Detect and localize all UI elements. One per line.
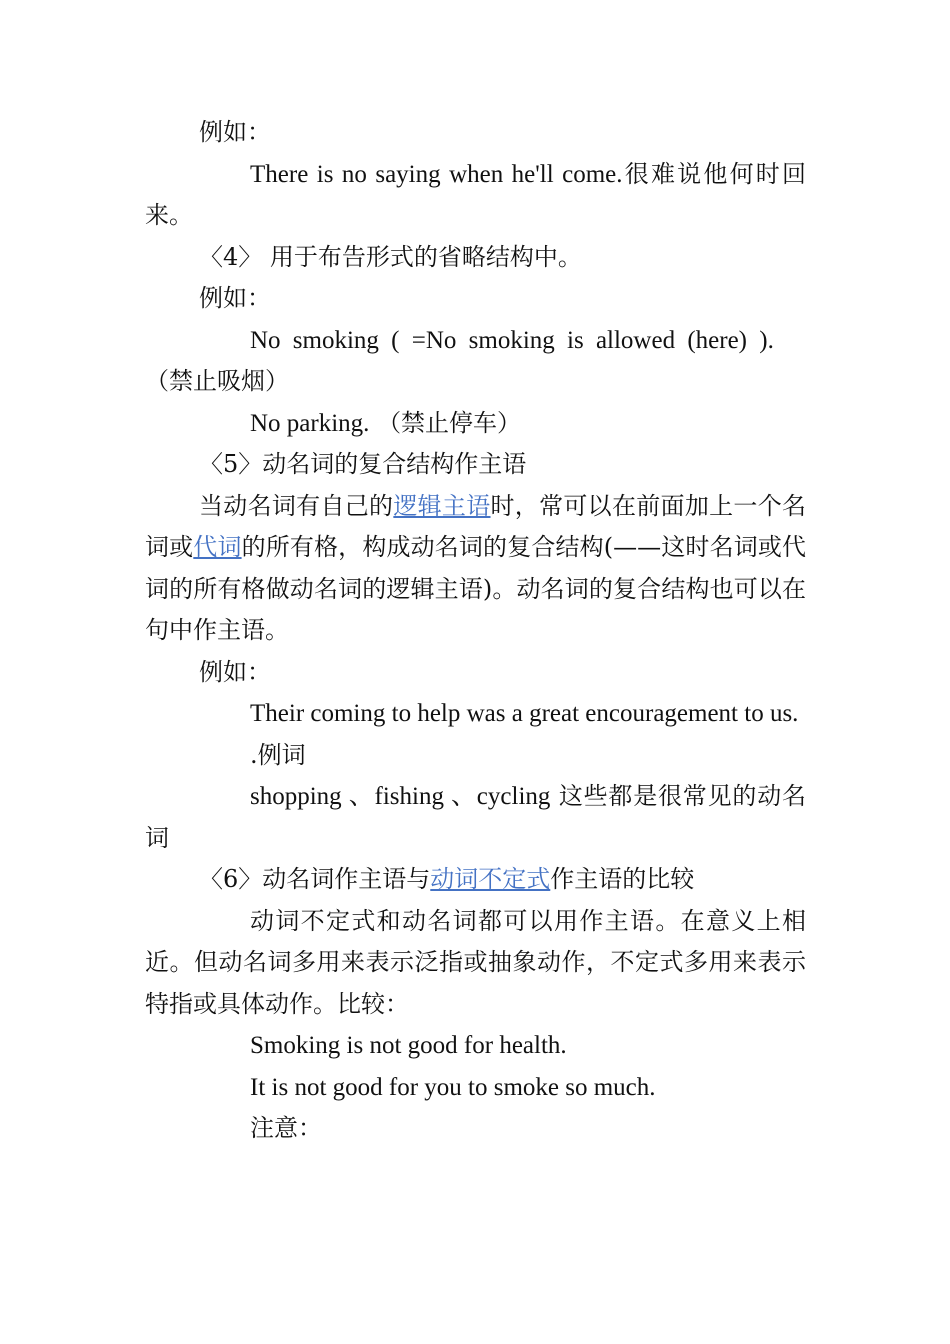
link-pronoun[interactable]: 代词 (193, 533, 242, 561)
english-text: There is no saying when he'll come. (250, 160, 623, 188)
text-run: 时，常可以在前面加上一个名词或 (145, 491, 807, 561)
text-run: 的所有格，构成动名词的复合结构(——这时名词或代词的所有格做动名词的逻辑主语)。动名词的复合结构也可以在句中作主语。 (145, 533, 807, 644)
example-label: 例如： (199, 657, 271, 686)
example-words-label: .例词 (250, 740, 306, 769)
text-run: 当动名词有自己的 (199, 491, 394, 520)
section-heading-4: 〈4〉 用于布告形式的省略结构中。 (199, 242, 582, 271)
english-text: shopping 、fishing 、cycling (250, 783, 551, 810)
link-logical-subject[interactable]: 逻辑主语 (393, 491, 491, 520)
example-sentence: It is not good for you to smoke so much. (250, 1073, 656, 1101)
chinese-translation: （禁止停车） (377, 408, 522, 437)
example-label: 例如： (199, 118, 271, 146)
example-sentence (145, 320, 806, 403)
example-sentence (145, 403, 806, 445)
body-paragraph: 动词不定式和动名词都可以用作主语。在意义上相近。但动名词多用来表示泛指或抽象动作，不定式多用来表示特指或具体动作。比较： (145, 906, 806, 1018)
section-heading-6 (145, 859, 806, 901)
example-label: 例如： (199, 284, 271, 312)
english-text: No parking. (250, 409, 370, 437)
example-sentence: Smoking is not good for health. (250, 1032, 567, 1059)
chinese-text: 这些都是很常见的动名词 (145, 782, 806, 852)
chinese-translation: 很难说他何时回来。 (145, 159, 807, 229)
section-heading-5: 〈5〉动名词的复合结构作主语 (199, 450, 527, 478)
example-sentence (145, 154, 806, 237)
link-infinitive[interactable]: 动词不定式 (430, 865, 551, 893)
note-label: 注意： (250, 1114, 322, 1142)
chinese-translation: （禁止吸烟） (145, 367, 289, 395)
text-run: 〈6〉动名词作主语与 (199, 865, 431, 893)
body-paragraph (145, 486, 806, 652)
english-text: No smoking ( =No smoking is allowed (here) ). (250, 326, 774, 354)
example-words (145, 776, 806, 859)
example-sentence: Their coming to help was a great encouragement to us. (250, 700, 799, 727)
document-page (145, 112, 806, 1150)
text-run: 作主语的比较 (550, 865, 695, 893)
